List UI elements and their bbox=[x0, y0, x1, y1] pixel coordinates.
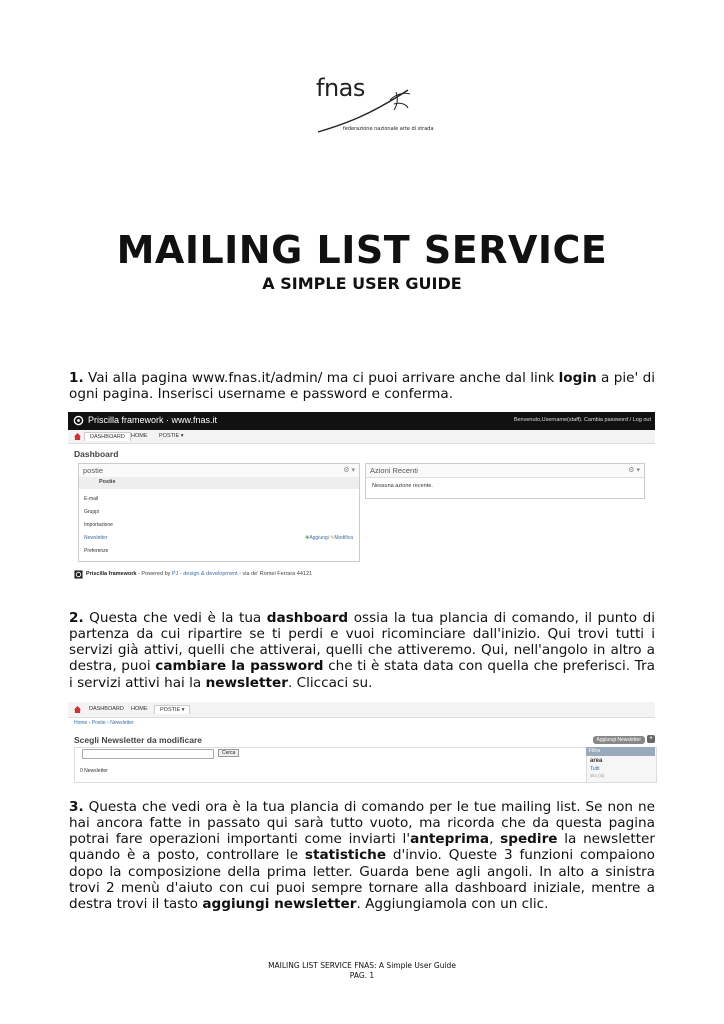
newsletter-actions bbox=[305, 535, 353, 541]
framework-brand: Priscilla framework · www.fnas.it bbox=[88, 415, 218, 425]
page-title: MAILING LIST SERVICE bbox=[116, 228, 608, 272]
nav-home[interactable]: HOME bbox=[131, 706, 148, 712]
newsletter-list-screenshot bbox=[68, 702, 655, 784]
page-footer bbox=[0, 961, 724, 981]
list-item-preferenze[interactable]: Preferenze bbox=[84, 548, 109, 554]
panel-controls-icon[interactable]: ⚙ ▾ bbox=[628, 467, 640, 474]
step-2-text-c: che ti è stata data con quella che preferisci. Tra i servizi attivi hai la bbox=[69, 658, 655, 691]
step-3-text bbox=[69, 799, 655, 913]
nav-dashboard[interactable]: DASHBOARD bbox=[84, 432, 131, 441]
step-3-text-e: . Aggiungiamola con un clic. bbox=[356, 896, 549, 913]
list-item-importazione[interactable]: Importazione bbox=[84, 522, 113, 528]
newsletter-list-heading: Scegli Newsletter da modificare bbox=[74, 735, 203, 745]
postie-panel-title: postie bbox=[83, 466, 104, 475]
newsletter-edit-link[interactable]: Modifica bbox=[334, 535, 353, 541]
edit-icon: ✎ bbox=[330, 535, 335, 541]
postie-subheader bbox=[79, 477, 359, 489]
step-2-dashboard-bold: dashboard bbox=[266, 609, 349, 626]
gear-icon bbox=[73, 415, 84, 426]
nav-postie[interactable]: POSTIE ▾ bbox=[159, 433, 184, 439]
recent-actions-header bbox=[366, 464, 644, 478]
dashboard-heading: Dashboard bbox=[74, 449, 119, 459]
admin-topbar bbox=[68, 412, 655, 430]
footer-title: MAILING LIST SERVICE FNAS: A Simple User Guide bbox=[268, 961, 456, 970]
recent-actions-title: Azioni Recenti bbox=[370, 466, 418, 475]
panel-controls-icon[interactable]: ⚙ ▾ bbox=[343, 467, 355, 474]
logo-wordmark: fnas bbox=[316, 74, 365, 102]
step-3-number: 3. bbox=[69, 798, 84, 815]
step-2-text-d: . Cliccaci su. bbox=[287, 674, 373, 691]
list-item-email[interactable]: E-mail bbox=[84, 496, 99, 502]
admin-nav bbox=[68, 430, 655, 444]
recent-actions-text: Nessuna azione recente. bbox=[372, 483, 433, 489]
step-1-text-a: Vai alla pagina www.fnas.it/admin/ ma ci puoi arrivare anche dal link bbox=[83, 369, 559, 386]
home-icon[interactable] bbox=[74, 433, 81, 440]
step-2-text-a: Questa che vedi è la tua bbox=[83, 609, 267, 626]
logo-tagline: federazione nazionale arte di strada bbox=[343, 126, 434, 132]
filter-label: Filtra bbox=[589, 748, 601, 754]
step-3-text-c: la newsletter quando è a posto, controllare le bbox=[69, 831, 655, 864]
step-3-text-d: d'invio. Queste 3 funzioni compaiono dopo la composizione della prima letter. Guarda bene agli angoli. In alto a sinistra trovi 2 menù d'aiuto con cui puoi sempre tornare alla dashboard iniziale, mentre a destra trovi il tasto bbox=[69, 847, 656, 913]
footer-powered: - Powered by bbox=[136, 571, 172, 577]
filter-option[interactable]: sito (si) bbox=[590, 773, 605, 778]
search-input[interactable] bbox=[82, 749, 214, 759]
step-1-text-b: a pie' di ogni pagina. Inserisci username e password e conferma. bbox=[69, 369, 655, 402]
breadcrumb[interactable]: Home › Postie › Newsletter bbox=[74, 720, 134, 726]
list-item-gruppi[interactable]: Gruppi bbox=[84, 509, 100, 515]
footer-dev-link[interactable]: PJ - design & development bbox=[171, 571, 238, 577]
nav-home[interactable]: HOME bbox=[131, 433, 148, 439]
step-3-aggiungi-bold: aggiungi newsletter bbox=[202, 896, 357, 913]
filter-header bbox=[586, 747, 655, 756]
nav-postie[interactable]: POSTIE ▾ bbox=[154, 705, 190, 714]
recent-actions-panel bbox=[365, 463, 645, 499]
step-1-text bbox=[69, 370, 655, 403]
page-subtitle: A SIMPLE USER GUIDE bbox=[262, 274, 462, 293]
postie-panel bbox=[78, 463, 360, 562]
step-3-statistiche-bold: statistiche bbox=[304, 847, 387, 864]
search-button[interactable]: Cerca bbox=[218, 749, 239, 757]
step-2-text-b: ossia la tua plancia di comando, il punto di partenza da cui ripartire se ti perdi e vuoi ricominciare dall'inizio. Qui trovi tutti i servizi già attivi, quelli che attiverai, quelli che attiveremo. Qui, nell'angolo in altro a destra, puoi bbox=[69, 609, 655, 675]
add-newsletter-button[interactable]: Aggiungi Newsletter bbox=[593, 736, 645, 744]
list-item-newsletter[interactable]: Newsletter bbox=[84, 535, 108, 541]
step-1-number: 1. bbox=[69, 369, 84, 386]
newsletter-count: 0 Newsletter bbox=[80, 768, 108, 774]
step-3-anteprima-bold: anteprima bbox=[410, 831, 490, 848]
dashboard-screenshot bbox=[68, 412, 655, 587]
newsletter-add-link[interactable]: Aggiungi bbox=[309, 535, 329, 541]
framework-logo-icon bbox=[74, 570, 83, 579]
framework-footer bbox=[86, 571, 312, 577]
fnas-logo bbox=[310, 70, 434, 140]
user-bar[interactable]: Benvenuto,Username(staff). Cambia password / Log out bbox=[513, 417, 651, 423]
home-icon[interactable] bbox=[74, 706, 81, 713]
footer-address: - via de' Romei Ferrara 44121 bbox=[237, 571, 313, 577]
add-icon: ✚ bbox=[305, 535, 310, 541]
postie-panel-header bbox=[79, 464, 359, 478]
admin-nav bbox=[68, 702, 655, 718]
filter-all-link[interactable]: Tutti bbox=[590, 766, 600, 772]
step-3-spedire-bold: spedire bbox=[500, 831, 558, 848]
postie-subheader-label: Postie bbox=[99, 479, 116, 485]
add-icon[interactable]: + bbox=[648, 735, 654, 742]
nav-dashboard[interactable]: DASHBOARD bbox=[89, 706, 124, 712]
step-3-text-b: , bbox=[489, 831, 501, 848]
footer-framework-name: Priscilla framework bbox=[86, 571, 137, 577]
step-2-newsletter-bold: newsletter bbox=[205, 674, 288, 691]
step-3-text-a: Questa che vedi ora è la tua plancia di comando per le tue mailing list. Se non ne hai ancora fatte in passato qui sarà tutto vuoto, ma ricorda che da questa pagina potrai fare operazioni importanti come inviarti l' bbox=[69, 798, 655, 848]
step-2-password-bold: cambiare la password bbox=[155, 658, 324, 675]
filter-title: area bbox=[590, 758, 603, 764]
step-2-number: 2. bbox=[69, 609, 84, 626]
step-1-login-bold: login bbox=[558, 369, 597, 386]
page-number: PAG. 1 bbox=[349, 971, 375, 980]
step-2-text bbox=[69, 610, 655, 691]
